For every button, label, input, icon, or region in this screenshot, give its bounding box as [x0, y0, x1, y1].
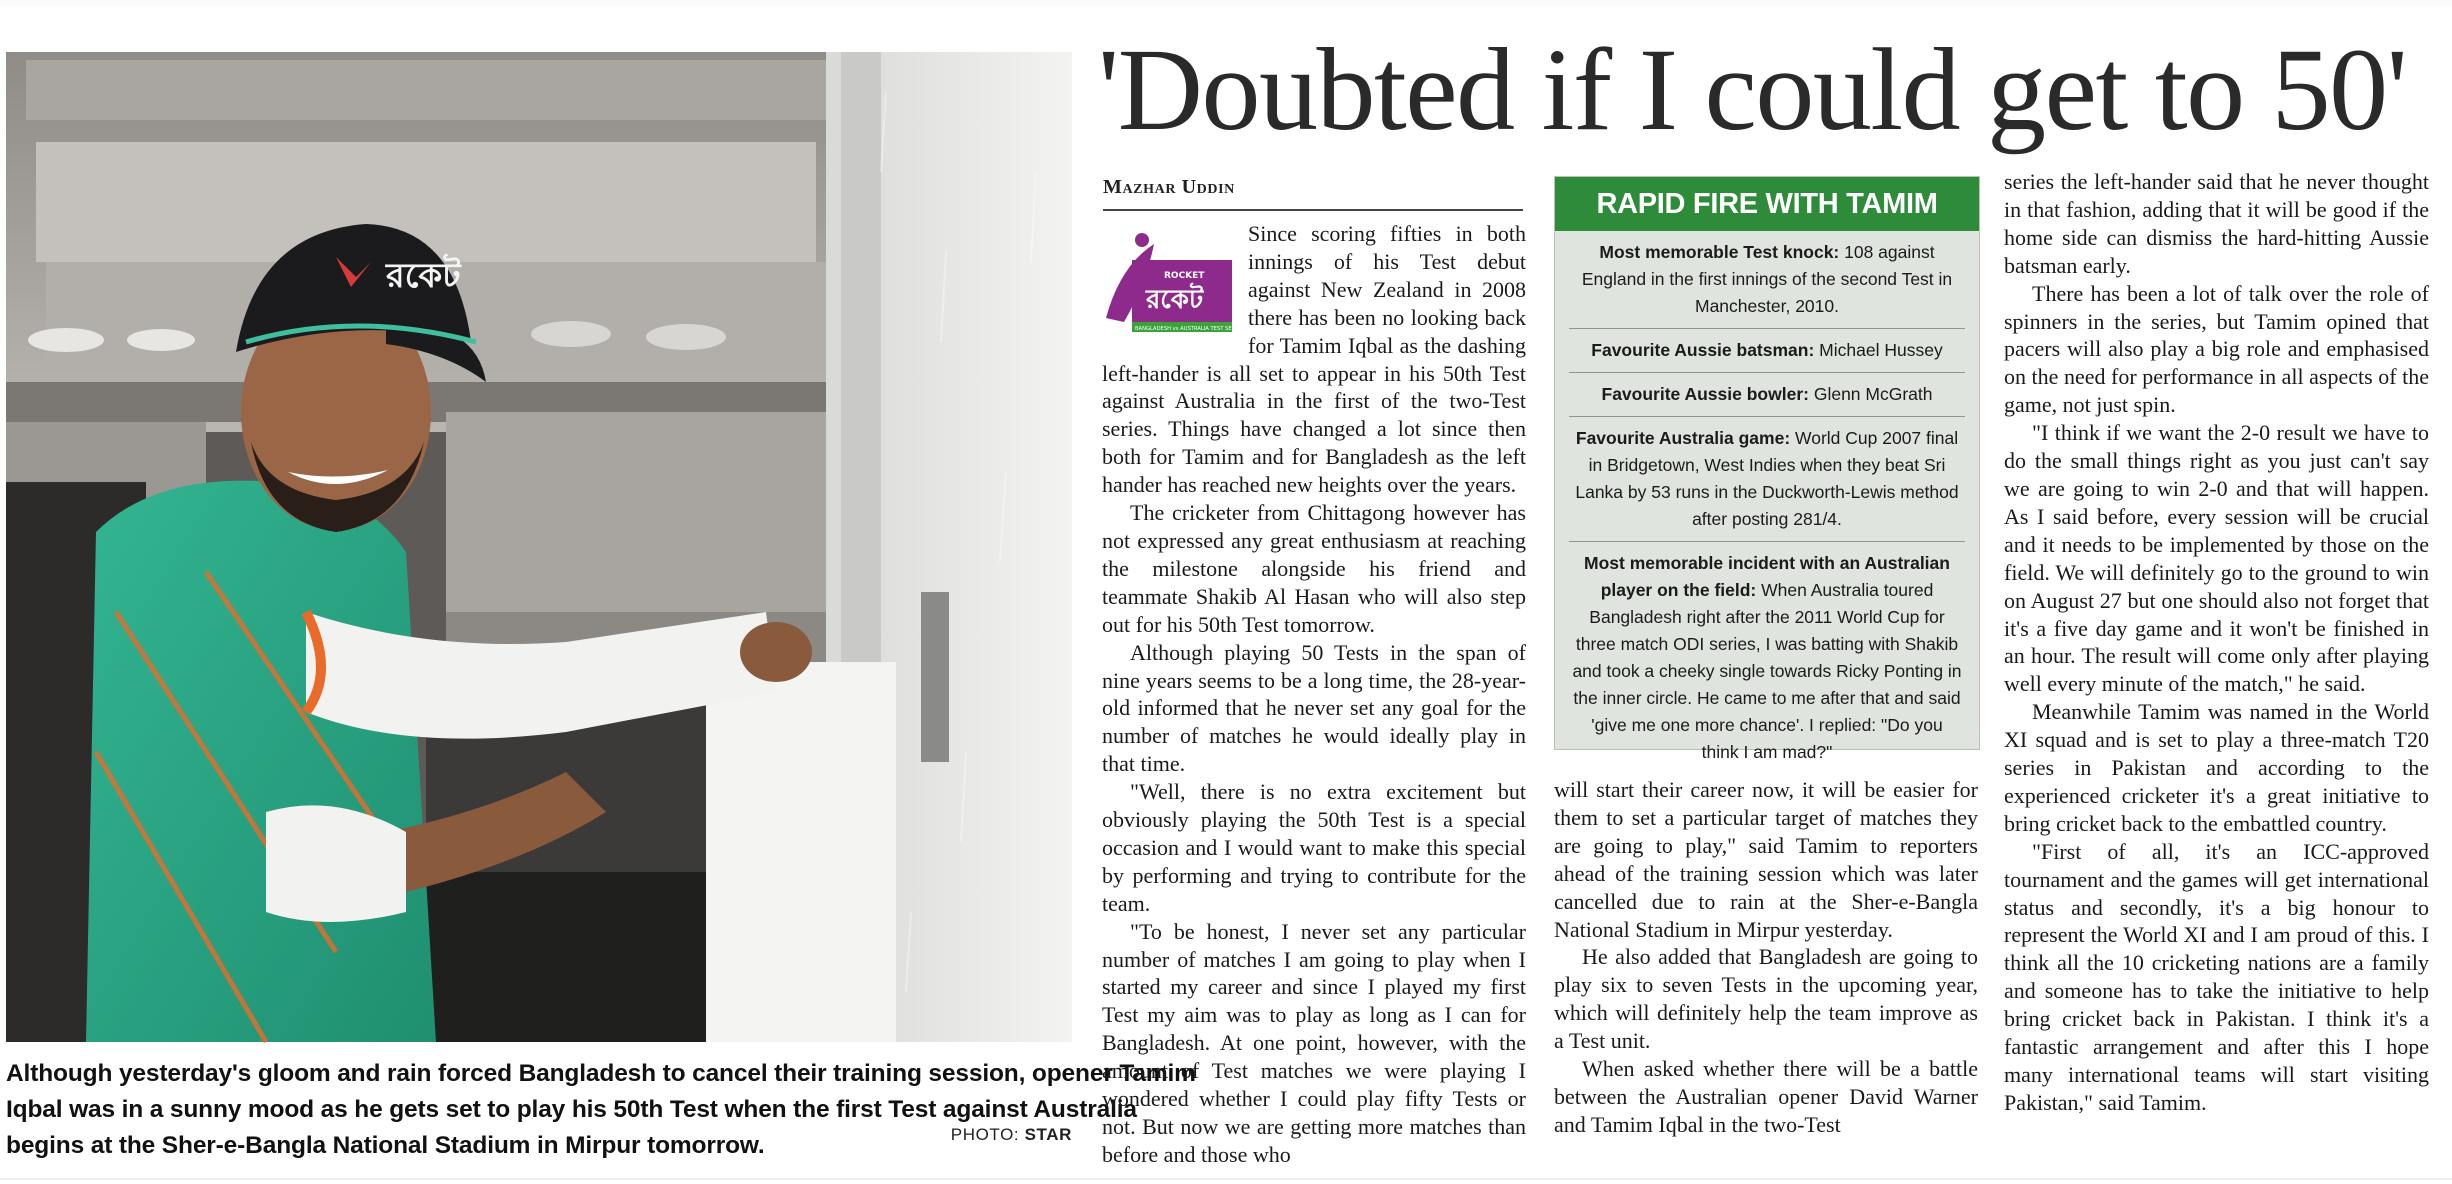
rapid-fire-answer: Glenn McGrath [1808, 384, 1933, 404]
rapid-fire-answer: 108 against England in the first innings of the second Test in Manchester, 2010. [1581, 242, 1953, 316]
article-column-3 [2004, 168, 2429, 1117]
paragraph: "Well, there is no extra excitement but obviously playing the 50th Test is a special occasion and I would want to make this special by performing and trying to contribute for the team. [1102, 779, 1526, 916]
paragraph: Since scoring fifties in both innings of his Test debut against New Zealand in 2008 there has been no looking back for Tamim Iqbal as the dashing left-hander is all set to appear in his 50th Test against Australia in the first of the two-Test series. Things have changed a lot since then both for Tamim and for Bangladesh as the left hander has reached new heights over the years. [1102, 221, 1526, 498]
paragraph: "I think if we want the 2-0 result we have to do the small things right as you just can't say we are going to win 2-0 and that will happen. As I said before, every session will be crucial and it needs to be implemented by those on the field. We will definitely go to the ground to win on August 27 but one should also not forget that it's a five day game and it won't be finished in an hour. The result will come only after playing well every minute of the match," he said. [2004, 420, 2429, 697]
svg-text:BANGLADESH vs AUSTRALIA TEST S: BANGLADESH vs AUSTRALIA TEST SERIES 2017 [1135, 326, 1259, 332]
svg-text:রকেট: রকেট [386, 256, 461, 296]
rapid-fire-item [1555, 542, 1979, 774]
byline: Mazhar Uddin [1103, 176, 1523, 211]
series-logo [1102, 226, 1259, 344]
svg-text:ROCKET: ROCKET [1164, 271, 1205, 281]
photo-credit [951, 1125, 1072, 1145]
rapid-fire-item [1555, 417, 1979, 541]
article-column-2 [1554, 776, 1978, 1139]
paragraph: When asked whether there will be a battle between the Australian opener David Warner and Tamim Iqbal in the two-Test [1554, 1056, 1978, 1137]
rapid-fire-title: RAPID FIRE WITH TAMIM [1555, 177, 1979, 231]
paragraph: series the left-hander said that he never thought in that fashion, adding that it will be good if the home side can dismiss the hard-hitting Aussie batsman early. [2004, 169, 2429, 278]
paragraph: The cricketer from Chittagong however has not expressed any great enthusiasm at reaching the milestone alongside his friend and teammate Shakib Al Hasan who will also step out for his 50th Test tomorrow. [1102, 500, 1526, 637]
paragraph: "To be honest, I never set any particular number of matches I am going to play when I started my career and since I played my first Test my aim was to play as long as I can for Bangladesh. At one point, however, with the amount of Test matches we were playing I wondered whether I could play fifty Tests or not. But now we are getting more matches than before and those who [1102, 918, 1526, 1167]
rapid-fire-answer: World Cup 2007 final in Bridgetown, West Indies when they beat Sri Lanka by 53 runs in the Duckworth-Lewis method after posting 281/4. [1575, 428, 1959, 529]
rapid-fire-question: Favourite Aussie batsman: [1591, 340, 1815, 360]
paragraph: will start their career now, it will be easier for them to set a particular target of matches they are going to play," said Tamim to reporters ahead of the training session which was later cancelled due to rain at the Sher-e-Bangla National Stadium in Mirpur yesterday. [1554, 777, 1978, 942]
paragraph: Meanwhile Tamim was named in the World XI squad and is set to play a three-match T20 series in Pakistan and according to the experienced cricketer it's a great initiative to bring cricket back to the embattled country. [2004, 699, 2429, 836]
caption-line: Although yesterday's gloom and rain forced Bangladesh to cancel their training session, opener Tamim [6, 1060, 1196, 1087]
page-bottom-edge [0, 1178, 2452, 1180]
rapid-fire-answer: Michael Hussey [1814, 340, 1943, 360]
paragraph: Although playing 50 Tests in the span of nine years seems to be a long time, the 28-year-old informed that he never set any goal for the number of matches he would ideally play in that time. [1102, 639, 1526, 777]
rapid-fire-question: Most memorable incident with an Australian player on the field: [1584, 553, 1950, 600]
rapid-fire-question: Favourite Aussie bowler: [1601, 384, 1809, 404]
photo-illustration [6, 52, 1072, 1042]
news-photo [6, 52, 1072, 1042]
paragraph: He also added that Bangladesh are going to play six to seven Tests in the upcoming year, which will definitely help the team improve as a Test unit. [1554, 944, 1978, 1054]
article-column-1 [1102, 220, 1526, 1169]
rapid-fire-box [1554, 176, 1980, 762]
rapid-fire-question: Most memorable Test knock: [1599, 242, 1840, 262]
rocket-logo-icon [1102, 226, 1259, 344]
rapid-fire-question: Favourite Australia game: [1575, 428, 1791, 448]
photo-credit-label: PHOTO: [950, 1125, 1020, 1144]
rapid-fire-item [1555, 231, 1979, 328]
photo-caption [6, 1056, 1196, 1164]
caption-line: begins at the Sher-e-Bangla National Stadium in Mirpur tomorrow. [6, 1132, 765, 1159]
svg-text:রকেট: রকেট [1146, 285, 1204, 315]
headline: 'Doubted if I could get to 50' [1098, 24, 2407, 155]
caption-line: Iqbal was in a sunny mood as he gets set to play his 50th Test when the first Test against Australia [6, 1096, 1137, 1123]
photo-credit-source: STAR [1024, 1125, 1072, 1144]
rapid-fire-item [1555, 373, 1979, 416]
rapid-fire-answer: When Australia toured Bangladesh right after the 2011 World Cup for three match ODI series, I was batting with Shakib and took a cheeky single towards Ricky Ponting in the inner circle. He came to me after that and said 'give me one more chance'. I replied: "Do you think I am mad?" [1572, 580, 1962, 762]
rapid-fire-item [1555, 329, 1979, 372]
paragraph: There has been a lot of talk over the role of spinners in the series, but Tamim opined that pacers will also play a big role and emphasised on the need for performance in all aspects of the game, not just spin. [2004, 280, 2429, 418]
paragraph: "First of all, it's an ICC-approved tournament and the games will get international status and secondly, it's a big honour to represent the World XI and I am proud of this. I think all the 10 cricketing nations are a family and someone has to take the initiative to help bring cricket back in Pakistan. I think it's a fantastic arrangement and after this I hope many international teams will start visiting Pakistan," said Tamim. [2004, 838, 2429, 1115]
page-top-edge [0, 0, 2452, 6]
